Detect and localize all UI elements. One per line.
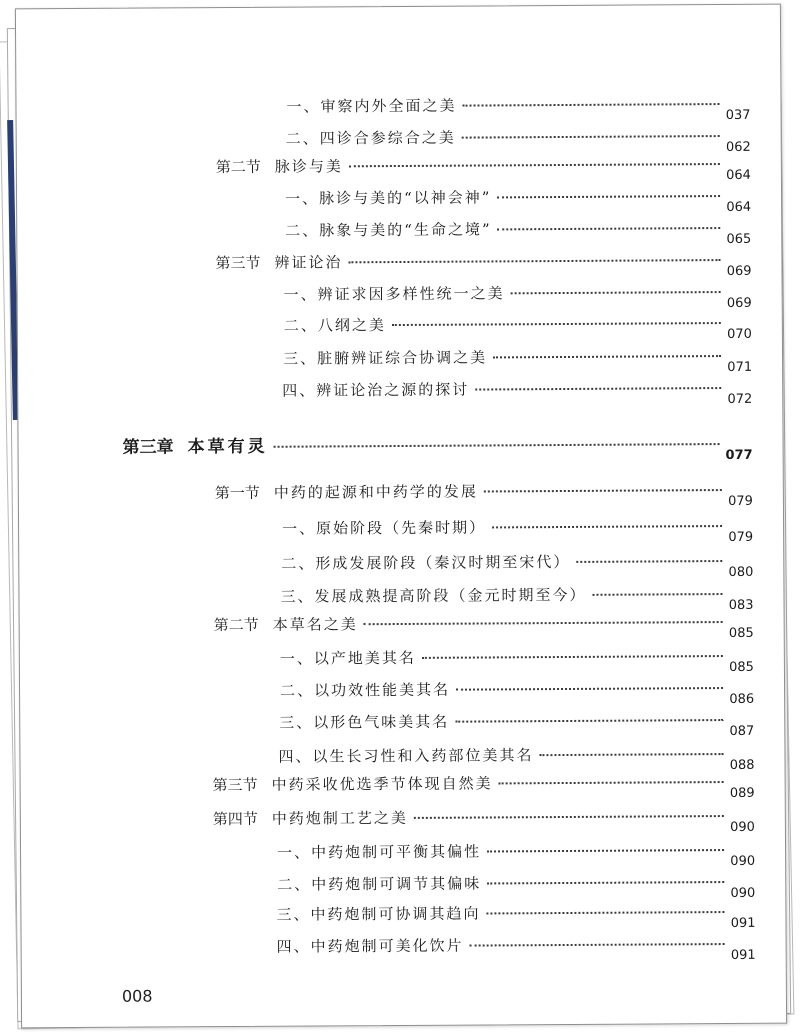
- toc-page: [15, 4, 787, 1029]
- toc-entry-page: 083: [728, 597, 754, 613]
- dot-leader: [274, 443, 720, 448]
- toc-section-entry: [215, 249, 752, 280]
- toc-section-entry: [213, 611, 754, 641]
- toc-item-entry: [280, 583, 754, 613]
- toc-item-entry: [285, 125, 751, 156]
- toc-section-entry: [212, 805, 755, 835]
- toc-entry-page: 085: [728, 625, 754, 641]
- toc-item-entry: [285, 217, 752, 248]
- table-of-contents: [16, 5, 780, 963]
- toc-entry-title: 一、中药炮制可平衡其偏性: [276, 842, 482, 862]
- toc-entry-number: 第三章: [122, 437, 174, 458]
- toc-entry-page: 064: [726, 199, 752, 216]
- toc-item-entry: [276, 839, 756, 869]
- toc-entry-page: 079: [728, 493, 753, 510]
- toc-entry-title: 辨证论治: [274, 253, 343, 272]
- dot-leader: [348, 259, 720, 263]
- toc-entry-title: 中药炮制工艺之美: [271, 808, 408, 828]
- dot-leader: [493, 355, 721, 358]
- toc-entry-title: 四、以生长习性和入药部位美其名: [278, 746, 534, 766]
- toc-section-entry: [212, 771, 755, 801]
- toc-item-entry: [277, 871, 756, 901]
- toc-entry-page: 090: [730, 819, 755, 835]
- toc-item-entry: [279, 645, 754, 675]
- toc-entry-page: 085: [729, 659, 754, 675]
- dot-leader: [422, 655, 723, 659]
- toc-item-entry: [282, 377, 753, 408]
- toc-entry-page: 064: [726, 167, 751, 184]
- dot-leader: [455, 719, 723, 723]
- dot-leader: [499, 781, 724, 784]
- toc-entry-page: 070: [727, 326, 752, 343]
- dot-leader: [487, 881, 724, 884]
- dot-leader: [392, 322, 721, 326]
- toc-entry-page: 069: [726, 295, 752, 312]
- toc-item-entry: [282, 515, 754, 546]
- toc-entry-page: 065: [726, 231, 752, 248]
- toc-entry-title: 一、原始阶段（先秦时期）: [282, 518, 487, 538]
- toc-entry-title: 二、以功效性能美其名: [280, 680, 451, 700]
- dot-leader: [592, 593, 722, 596]
- toc-entry-page: 090: [730, 853, 756, 869]
- dot-leader: [487, 849, 724, 852]
- dot-leader: [576, 560, 722, 563]
- dot-leader: [492, 525, 722, 528]
- toc-entry-title: 三、发展成熟提高阶段（金元时期至今）: [280, 585, 587, 606]
- toc-item-entry: [283, 312, 752, 343]
- toc-entry-page: 077: [725, 447, 753, 464]
- toc-entry-title: 一、审察内外全面之美: [286, 96, 457, 116]
- dot-leader: [470, 943, 725, 947]
- toc-entry-page: 069: [726, 263, 752, 280]
- dot-leader: [475, 387, 721, 391]
- toc-entry-number: 第三节: [212, 775, 258, 795]
- toc-entry-page: 090: [730, 885, 756, 901]
- toc-item-entry: [285, 185, 752, 216]
- toc-entry-number: 第三节: [215, 253, 261, 273]
- toc-item-entry: [282, 345, 753, 376]
- toc-entry-page: 086: [729, 691, 755, 707]
- toc-item-entry: [276, 933, 756, 963]
- toc-item-entry: [281, 550, 754, 581]
- toc-entry-title: 三、脏腑辨证综合协调之美: [282, 348, 488, 368]
- dot-leader: [349, 163, 720, 167]
- toc-item-entry: [283, 281, 752, 312]
- dot-leader: [456, 687, 723, 691]
- toc-item-entry: [278, 743, 755, 773]
- toc-entry-page: 080: [728, 564, 754, 581]
- toc-entry-title: 二、四诊合参综合之美: [285, 128, 456, 148]
- dot-leader: [486, 911, 724, 914]
- toc-entry-title: 三、中药炮制可协调其趋向: [276, 904, 481, 924]
- dot-leader: [463, 103, 720, 107]
- toc-entry-page: 089: [729, 785, 755, 801]
- toc-entry-number: 第二节: [213, 615, 259, 635]
- toc-entry-title: 脉诊与美: [274, 157, 343, 176]
- toc-entry-page: 062: [725, 139, 751, 156]
- toc-entry-number: 第二节: [215, 157, 261, 177]
- dot-leader: [414, 815, 724, 819]
- dot-leader: [511, 291, 721, 294]
- dot-leader: [484, 489, 722, 492]
- toc-entry-title: 一、脉诊与美的“以神会神”: [285, 188, 492, 208]
- toc-item-entry: [279, 709, 755, 739]
- toc-entry-page: 088: [729, 757, 755, 773]
- toc-entry-title: 二、八纲之美: [283, 316, 386, 335]
- toc-item-entry: [286, 93, 751, 124]
- toc-entry-page: 079: [728, 529, 754, 546]
- dot-leader: [539, 753, 723, 756]
- toc-item-entry: [280, 677, 755, 707]
- toc-entry-title: 中药的起源和中药学的发展: [273, 482, 478, 502]
- dot-leader: [364, 621, 723, 625]
- toc-section-entry: [214, 479, 753, 510]
- toc-chapter-entry: [122, 429, 753, 464]
- toc-section-entry: [215, 153, 751, 184]
- toc-entry-title: 本草有灵: [187, 436, 268, 458]
- page-number: 008: [121, 986, 153, 1006]
- toc-entry-page: 071: [727, 359, 753, 376]
- toc-entry-number: 第四节: [212, 809, 258, 829]
- toc-entry-page: 091: [730, 947, 756, 963]
- toc-entry-title: 二、脉象与美的“生命之境”: [285, 220, 492, 240]
- toc-entry-page: 087: [729, 723, 755, 739]
- toc-entry-title: 四、辨证论治之源的探讨: [282, 380, 470, 400]
- toc-entry-title: 一、辨证求因多样性统一之美: [283, 284, 505, 304]
- toc-entry-page: 072: [727, 391, 753, 408]
- toc-entry-title: 二、形成发展阶段（秦汉时期至宋代）: [281, 552, 571, 573]
- dot-leader: [497, 195, 720, 198]
- dot-leader: [498, 227, 721, 230]
- toc-entry-title: 本草名之美: [272, 615, 358, 634]
- toc-item-entry: [276, 901, 756, 931]
- toc-entry-page: 037: [725, 107, 751, 124]
- toc-entry-title: 中药采收优选季节体现自然美: [271, 774, 493, 794]
- toc-entry-title: 四、中药炮制可美化饮片: [276, 936, 464, 956]
- toc-entry-title: 一、以产地美其名: [279, 648, 416, 668]
- toc-entry-number: 第一节: [214, 483, 260, 503]
- dot-leader: [462, 135, 720, 139]
- toc-entry-page: 091: [730, 915, 756, 931]
- toc-entry-title: 二、中药炮制可调节其偏味: [277, 874, 482, 894]
- toc-entry-title: 三、以形色气味美其名: [279, 712, 450, 732]
